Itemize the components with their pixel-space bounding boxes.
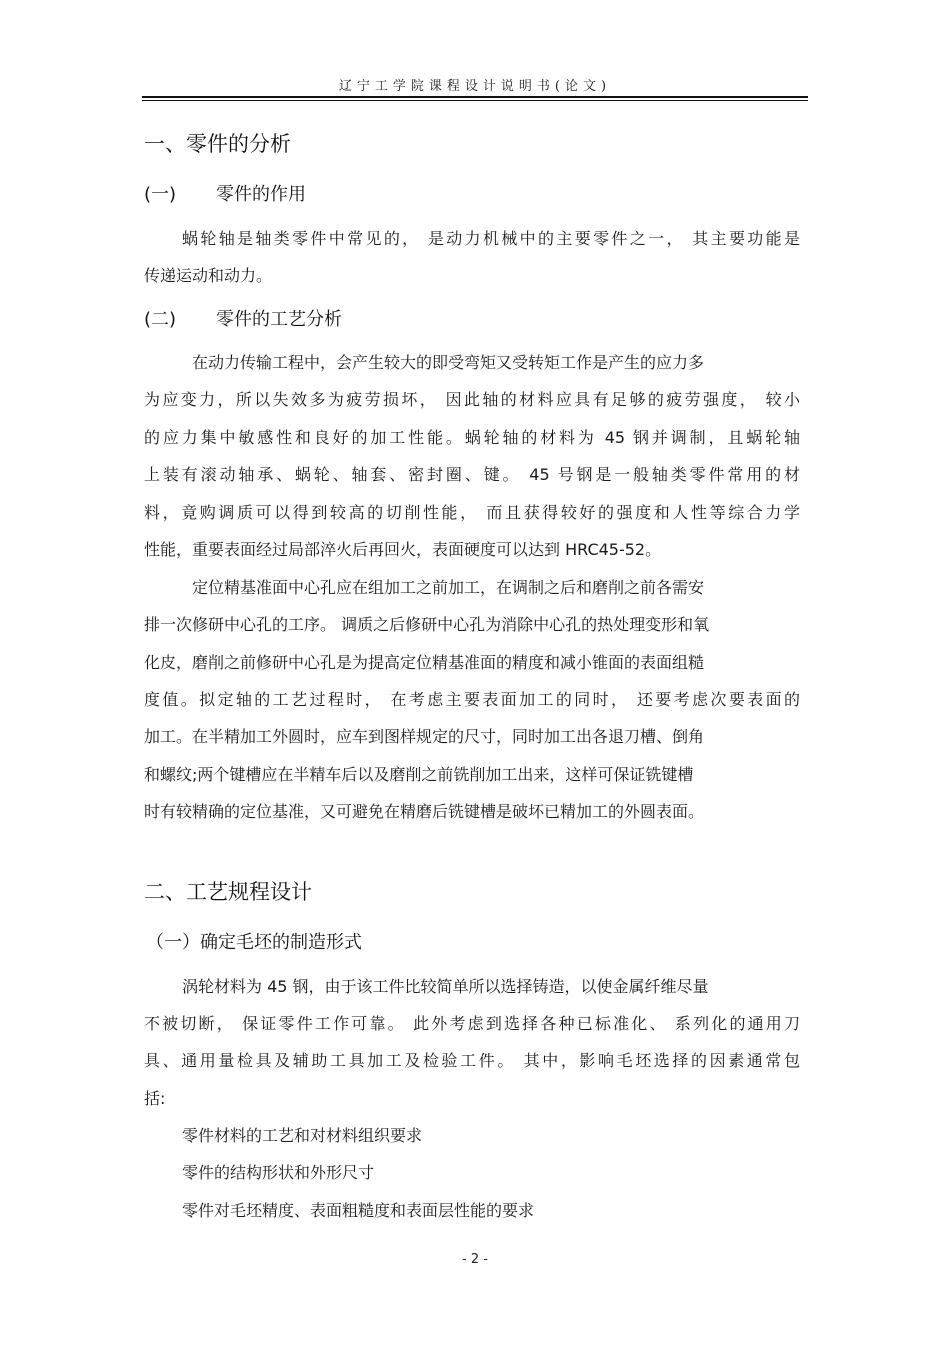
- paragraph-line: 涡轮材料为 45 钢，由于该工件比较简单所以选择铸造，以使金属纤维尽量: [182, 977, 709, 996]
- section-2-heading: 二、工艺规程设计: [144, 880, 312, 904]
- paragraph-line: 在动力传输工程中，会产生较大的即受弯矩又受转矩工作是产生的应力多: [192, 353, 705, 372]
- paragraph-line: 时有较精确的定位基准，又可避免在精磨后铣键槽是破坏已精加工的外圆表面。: [144, 802, 705, 821]
- section-2-sub-1-heading: （一）确定毛坯的制造形式: [146, 932, 362, 953]
- list-item: 零件的结构形状和外形尺寸: [182, 1163, 375, 1182]
- section-1-sub-1-title: 零件的作用: [216, 184, 306, 205]
- paragraph-line: 蜗轮轴是轴类零件中常见的， 是动力机械中的主要零件之一， 其主要功能是: [182, 229, 800, 248]
- paragraph-line: 上装有滚动轴承、蜗轮、轴套、密封圈、键。 45 号钢是一般轴类零件常用的材: [144, 465, 800, 484]
- paragraph-line: 料，竟购调质可以得到较高的切削性能， 而且获得较好的强度和人性等综合力学: [144, 503, 800, 522]
- header-rule-thick: [142, 96, 808, 98]
- list-item: 零件对毛坯精度、表面粗糙度和表面层性能的要求: [182, 1201, 535, 1220]
- section-1-sub-2-number: (二): [144, 309, 177, 330]
- paragraph-line: 和螺纹;两个键槽应在半精车后以及磨削之前铣削加工出来，这样可保证铣键槽: [144, 765, 694, 784]
- paragraph-line: 不被切断， 保证零件工作可靠。 此外考虑到选择各种已标准化、 系列化的通用刀: [144, 1014, 800, 1033]
- paragraph-line: 定位精基准面中心孔应在组加工之前加工，在调制之后和磨削之前各需安: [192, 578, 705, 597]
- paragraph-line: 具、通用量检具及辅助工具加工及检验工件。 其中，影响毛坯选择的因素通常包: [144, 1051, 800, 1070]
- section-1-sub-1-number: (一): [144, 184, 177, 205]
- paragraph-line: 性能，重要表面经过局部淬火后再回火，表面硬度可以达到 HRC45-52。: [144, 540, 662, 559]
- paragraph-line: 加工。在半精加工外圆时，应车到图样规定的尺寸，同时加工出各退刀槽、倒角: [144, 727, 705, 746]
- section-1-heading: 一、零件的分析: [144, 132, 291, 156]
- list-item: 零件材料的工艺和对材料组织要求: [182, 1126, 423, 1145]
- section-1-sub-2-heading: [144, 305, 342, 331]
- paragraph-line: 括:: [144, 1089, 166, 1108]
- paragraph-line: 的应力集中敏感性和良好的加工性能。蜗轮轴的材料为 45 钢并调制，且蜗轮轴: [144, 428, 800, 447]
- section-1-sub-2-title: 零件的工艺分析: [216, 309, 342, 330]
- paragraph-line: 排一次修研中心孔的工序。 调质之后修研中心孔为消除中心孔的热处理变形和氧: [144, 615, 710, 634]
- paragraph-line: 为应变力，所以失效多为疲劳损坏， 因此轴的材料应具有足够的疲劳强度， 较小: [144, 390, 800, 409]
- paragraph-line: 化皮，磨削之前修研中心孔是为提高定位精基准面的精度和减小锥面的表面组糙: [144, 653, 705, 672]
- page-header-title: 辽宁工学院课程设计说明书(论文): [338, 79, 612, 94]
- page-number: - 2 -: [462, 1252, 488, 1267]
- paragraph-line: 传递运动和动力。: [144, 266, 273, 285]
- paragraph-line: 度值。拟定轴的工艺过程时， 在考虑主要表面加工的同时， 还要考虑次要表面的: [144, 690, 800, 709]
- section-1-sub-1-heading: [144, 180, 306, 206]
- header-rule-thin: [142, 100, 808, 101]
